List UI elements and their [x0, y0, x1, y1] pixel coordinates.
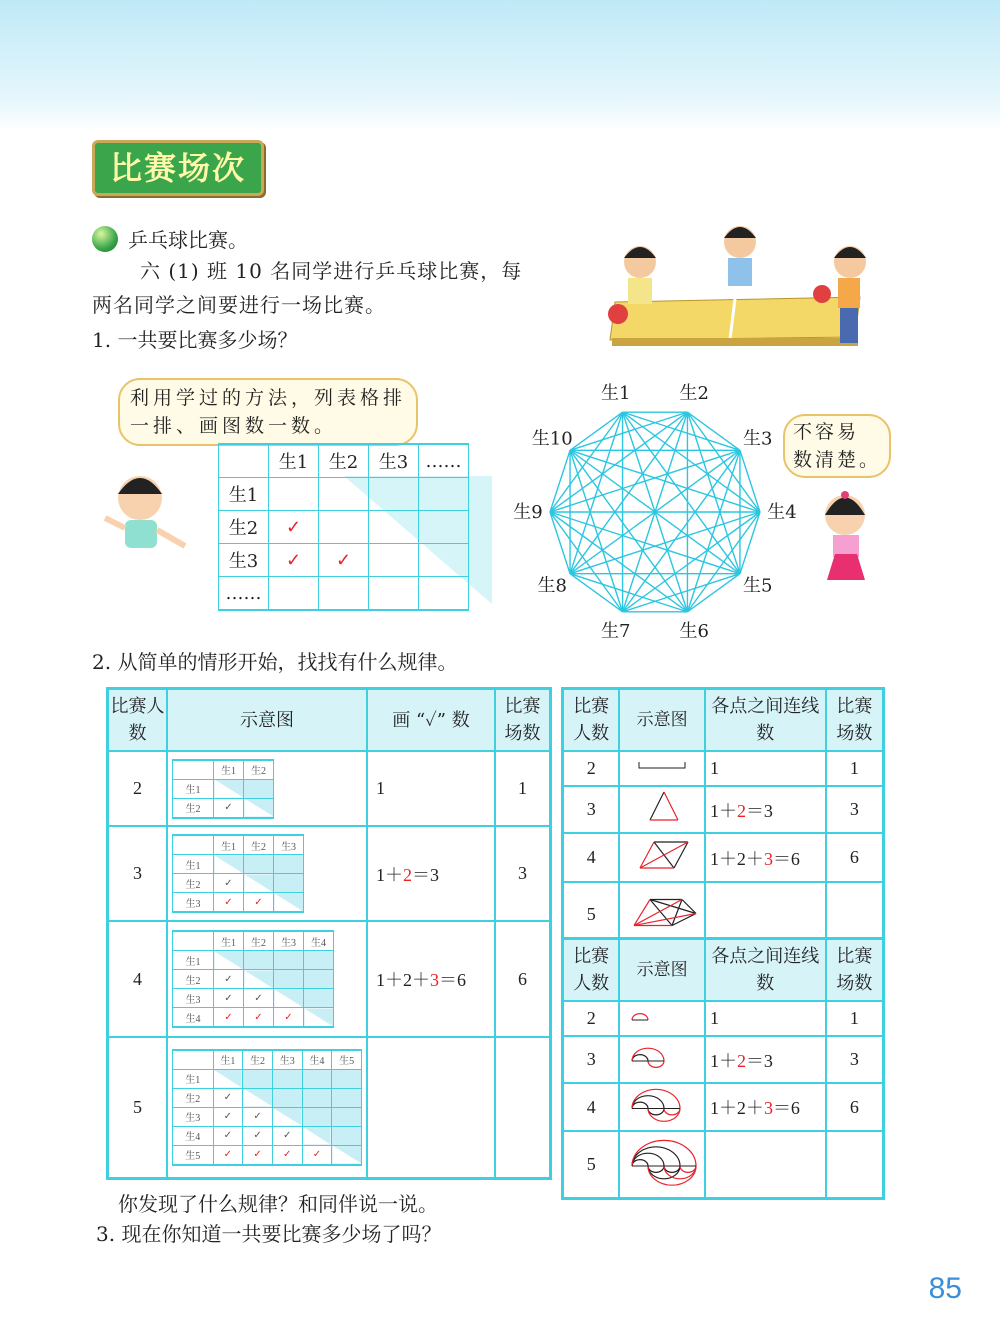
mini-table	[172, 930, 334, 1028]
match-count: 1	[826, 751, 884, 786]
mini-table	[172, 759, 274, 819]
connection-line	[570, 574, 623, 612]
mini-row	[173, 951, 334, 970]
row-label	[419, 577, 469, 611]
connection-line	[570, 450, 760, 512]
page-number: 85	[928, 1272, 962, 1305]
match-count	[826, 1131, 884, 1199]
mini-row	[173, 779, 274, 798]
header-checks: 画 “✓” 数	[367, 689, 495, 752]
mini-cell	[304, 1008, 334, 1028]
lines-formula	[705, 1001, 826, 1036]
mini-row	[173, 1145, 362, 1165]
formula-text: 1	[376, 778, 385, 798]
mini-col-label: 生3	[274, 835, 304, 855]
formula-text: 1＋2＋	[709, 1098, 764, 1118]
connection-line	[550, 512, 623, 612]
mini-col-label: 生2	[243, 1050, 273, 1070]
table-row	[563, 833, 884, 882]
formula-text: ＝6	[772, 848, 800, 869]
mini-row-label: 生2	[173, 874, 214, 893]
check-mark: ✓	[214, 989, 244, 1008]
header-players: 比赛人数	[108, 689, 168, 752]
arc-sketch	[624, 1133, 700, 1191]
check-mark: ✓	[244, 893, 274, 913]
mini-diagram	[167, 921, 367, 1037]
question-2: 2. 从简单的情形开始，找找有什么规律。	[92, 650, 458, 674]
mini-diagram	[167, 826, 367, 921]
player-count: 3	[108, 826, 168, 921]
mini-col-label: 生5	[332, 1050, 362, 1070]
mini-cell	[302, 1069, 332, 1088]
mini-row-label: 生3	[173, 989, 214, 1008]
row-label: 生1	[219, 478, 269, 511]
connection-line	[570, 412, 687, 450]
mini-cell	[244, 798, 274, 818]
column-header: 比赛人数	[563, 939, 620, 1002]
row-label: 生3	[219, 544, 269, 577]
table-row	[563, 786, 884, 833]
mini-row	[173, 989, 334, 1008]
check-mark: ✓	[302, 1145, 332, 1165]
polygon-sketch	[624, 835, 700, 875]
polygon-sketch	[624, 884, 700, 939]
check-mark: ✓	[214, 874, 244, 893]
header-diagram: 示意图	[167, 689, 367, 752]
mini-col-label: 生2	[244, 931, 274, 951]
column-header: 比赛场数	[826, 689, 884, 752]
mini-cell	[274, 970, 304, 989]
column-header: 生3	[369, 444, 419, 478]
mini-cell	[244, 855, 274, 874]
table-row	[108, 1037, 551, 1178]
checkmark-pattern-table	[106, 687, 552, 1180]
connection-line	[623, 574, 740, 612]
student-label: 生5	[743, 575, 773, 597]
lines-formula	[705, 833, 826, 882]
paragraph-line-1: 六 (1) 班 10 名同学进行乒乓球比赛，每	[140, 259, 523, 283]
formula-text: 1	[709, 758, 719, 778]
formula-highlight: 2	[403, 864, 412, 885]
row-label	[269, 577, 319, 611]
mini-cell	[274, 874, 304, 893]
paragraph-line-2: 两名同学之间要进行一场比赛。	[92, 293, 386, 317]
player-count: 2	[563, 1001, 620, 1036]
check-mark: ✓	[269, 511, 319, 544]
row-label	[369, 478, 419, 511]
mini-diagram	[167, 751, 367, 826]
row-label	[419, 544, 469, 577]
connection-line	[687, 412, 740, 450]
mini-corner	[173, 835, 214, 855]
mini-row-label: 生2	[173, 1088, 214, 1107]
intro-text: 乒乓球比赛。	[128, 228, 248, 252]
mini-header	[173, 1050, 362, 1070]
match-count: 3	[826, 786, 884, 833]
column-header: 示意图	[619, 689, 705, 752]
row-label	[369, 544, 419, 577]
mini-row	[173, 855, 304, 874]
student-label: 生7	[601, 620, 631, 640]
header-matches: 比赛场数	[495, 689, 551, 752]
formula-highlight: 3	[763, 1098, 773, 1118]
table-row	[563, 1083, 884, 1131]
bubble-line: 利用学过的方法，列表格排	[130, 387, 407, 409]
lines-formula	[705, 1083, 826, 1131]
row-label	[319, 478, 369, 511]
check-mark: ✓	[244, 1008, 274, 1028]
connection-line	[550, 450, 570, 512]
player-count: 3	[563, 786, 620, 833]
student-label: 生2	[679, 383, 709, 405]
table-row	[108, 826, 551, 921]
formula-text: 1＋	[709, 1050, 737, 1071]
check-mark: ✓	[244, 989, 274, 1008]
mini-cell	[244, 779, 274, 798]
mini-cell	[302, 1107, 332, 1126]
polygon-sketch	[624, 753, 700, 779]
pairing-table	[218, 443, 469, 611]
arc-diagram	[619, 1036, 705, 1083]
table-row	[108, 921, 551, 1037]
mini-cell	[332, 1069, 362, 1088]
player-count: 4	[563, 1083, 620, 1131]
mini-cell	[214, 779, 244, 798]
check-mark: ✓	[243, 1107, 273, 1126]
discover-prompt: 你发现了什么规律？和同伴说一说。	[118, 1192, 438, 1216]
row-label	[319, 511, 369, 544]
check-formula	[367, 921, 495, 1037]
student-label: 生6	[679, 620, 709, 640]
mini-cell	[213, 1069, 243, 1088]
mini-row	[173, 798, 274, 818]
check-mark: ✓	[214, 798, 244, 818]
mini-row	[173, 1008, 334, 1028]
table-row	[108, 751, 551, 826]
mini-row-label: 生1	[173, 779, 214, 798]
column-header: 示意图	[619, 939, 705, 1002]
table-row	[563, 1036, 884, 1083]
check-mark: ✓	[274, 1008, 304, 1028]
mini-cell	[272, 1088, 302, 1107]
row-label	[419, 478, 469, 511]
mini-table	[172, 834, 304, 913]
polygon-diagram	[619, 751, 705, 786]
formula-text: ＝3	[745, 800, 773, 821]
mini-row-label: 生1	[173, 1069, 214, 1088]
arc-diagram	[619, 1131, 705, 1199]
table-row	[219, 577, 469, 611]
connection-line	[570, 412, 623, 450]
mini-cell	[274, 951, 304, 970]
section-title: 比赛场次	[92, 140, 264, 196]
mini-corner	[173, 760, 214, 780]
row-label	[369, 577, 419, 611]
player-count: 2	[108, 751, 168, 826]
formula-text: 1＋	[709, 800, 737, 821]
player-count: 2	[563, 751, 620, 786]
match-count: 3	[826, 1036, 884, 1083]
match-count: 3	[495, 826, 551, 921]
header-band	[0, 0, 1000, 130]
formula-text: 1＋2＋	[376, 970, 430, 990]
match-count: 6	[826, 1083, 884, 1131]
connection-line	[570, 512, 760, 574]
speech-bubble-boy	[118, 378, 418, 446]
boy-illustration	[100, 470, 195, 565]
check-mark: ✓	[214, 893, 244, 913]
mini-row	[173, 874, 304, 893]
mini-row-label: 生4	[173, 1126, 214, 1145]
speech-bubble-girl	[783, 414, 891, 478]
mini-col-label: 生2	[244, 835, 274, 855]
mini-row-label: 生3	[173, 1107, 214, 1126]
formula-text: ＝6	[439, 970, 466, 990]
mini-cell	[274, 855, 304, 874]
mini-row	[173, 1069, 362, 1088]
connection-line	[740, 450, 760, 512]
mini-header	[173, 931, 334, 951]
formula-highlight: 2	[736, 800, 746, 821]
student-label: 生4	[767, 502, 797, 523]
mini-col-label: 生3	[274, 931, 304, 951]
bubble-line: 不容易	[793, 421, 860, 443]
mini-cell	[243, 1088, 273, 1107]
mini-cell	[214, 951, 244, 970]
polygon-diagram	[619, 833, 705, 882]
mini-col-label: 生1	[214, 931, 244, 951]
student-label: 生3	[743, 428, 773, 450]
formula-text: 1	[709, 1008, 719, 1028]
mini-row-label: 生2	[173, 798, 214, 818]
check-mark: ✓	[213, 1145, 243, 1165]
column-header: 生1	[269, 444, 319, 478]
player-count: 4	[563, 833, 620, 882]
check-mark: ✓	[269, 544, 319, 577]
check-mark: ✓	[213, 1126, 243, 1145]
mini-cell	[304, 989, 334, 1008]
check-formula	[367, 826, 495, 921]
green-ball-icon	[92, 226, 118, 252]
mini-cell	[214, 855, 244, 874]
mini-row-label: 生3	[173, 893, 214, 913]
connection-line	[550, 450, 740, 512]
player-count: 4	[108, 921, 168, 1037]
mini-diagram	[167, 1037, 367, 1178]
match-count: 1	[826, 1001, 884, 1036]
row-label: ……	[219, 577, 269, 611]
formula-highlight: 3	[430, 970, 439, 990]
arc-lines-table	[561, 937, 885, 1200]
mini-cell	[332, 1145, 362, 1165]
mini-cell	[302, 1088, 332, 1107]
formula-text: ＝6	[772, 1098, 800, 1118]
mini-cell	[302, 1126, 332, 1145]
match-count: 6	[826, 833, 884, 882]
table-row	[219, 478, 469, 511]
check-mark: ✓	[319, 544, 369, 577]
formula-highlight: 2	[736, 1050, 746, 1071]
connection-line	[570, 450, 687, 612]
connection-line	[687, 574, 740, 612]
lines-formula	[705, 1131, 826, 1199]
mini-cell	[272, 1107, 302, 1126]
table-row	[563, 751, 884, 786]
mini-col-label: 生1	[214, 835, 244, 855]
mini-cell	[244, 970, 274, 989]
check-mark: ✓	[272, 1126, 302, 1145]
decagon-diagram	[500, 380, 810, 640]
mini-row	[173, 1088, 362, 1107]
connection-line	[570, 450, 623, 612]
formula-text: 1＋2＋	[709, 848, 764, 869]
column-header: 比赛人数	[563, 689, 620, 752]
arc-diagram	[619, 1083, 705, 1131]
girl-illustration	[805, 490, 895, 590]
check-mark: ✓	[214, 970, 244, 989]
check-formula	[367, 751, 495, 826]
mini-row	[173, 970, 334, 989]
question-1: 1. 一共要比赛多少场？	[92, 328, 298, 352]
mini-header	[173, 835, 304, 855]
polygon-lines-table	[561, 687, 885, 948]
question-3: 3. 现在你知道一共要比赛多少场了吗？	[96, 1222, 442, 1246]
mini-cell	[243, 1069, 273, 1088]
mini-cell	[272, 1069, 302, 1088]
check-mark: ✓	[214, 1008, 244, 1028]
mini-cell	[244, 874, 274, 893]
match-count	[495, 1037, 551, 1178]
formula-text: 1＋	[376, 864, 403, 885]
row-label: 生2	[219, 511, 269, 544]
mini-row-label: 生5	[173, 1145, 214, 1165]
mini-cell	[304, 970, 334, 989]
student-label: 生8	[537, 575, 567, 597]
player-count: 5	[563, 1131, 620, 1199]
column-header: 各点之间连线数	[705, 939, 826, 1002]
row-label	[269, 478, 319, 511]
row-label	[369, 511, 419, 544]
mini-col-label: 生1	[213, 1050, 243, 1070]
player-count: 3	[563, 1036, 620, 1083]
connection-line	[740, 512, 760, 574]
formula-highlight: 3	[763, 848, 773, 869]
mini-cell	[274, 893, 304, 913]
mini-col-label: 生3	[272, 1050, 302, 1070]
lines-formula	[705, 786, 826, 833]
row-label	[419, 511, 469, 544]
player-count: 5	[563, 882, 620, 947]
mini-row	[173, 1107, 362, 1126]
table-row	[219, 544, 469, 577]
mini-cell	[332, 1088, 362, 1107]
mini-row-label: 生4	[173, 1008, 214, 1028]
mini-header	[173, 760, 274, 780]
table-header-row	[219, 444, 469, 478]
mini-row-label: 生2	[173, 970, 214, 989]
mini-cell	[332, 1126, 362, 1145]
mini-row-label: 生1	[173, 951, 214, 970]
polygon-sketch	[624, 788, 700, 826]
arc-sketch	[624, 1003, 700, 1029]
player-count: 5	[108, 1037, 168, 1178]
table-row	[563, 1001, 884, 1036]
match-count: 6	[495, 921, 551, 1037]
check-formula	[367, 1037, 495, 1178]
connection-line	[570, 574, 687, 612]
lines-formula	[705, 751, 826, 786]
bubble-line: 数清楚。	[793, 449, 882, 471]
column-header: 生2	[319, 444, 369, 478]
formula-text: ＝3	[412, 864, 439, 885]
mini-cell	[274, 989, 304, 1008]
mini-row	[173, 893, 304, 913]
connection-line	[550, 512, 570, 574]
mini-col-label: 生4	[304, 931, 334, 951]
mini-col-label: 生2	[244, 760, 274, 780]
column-header: 各点之间连线数	[705, 689, 826, 752]
column-header	[219, 444, 269, 478]
table-row	[563, 1131, 884, 1199]
student-label: 生9	[513, 502, 543, 523]
check-mark: ✓	[213, 1107, 243, 1126]
mini-corner	[173, 1050, 214, 1070]
row-label	[319, 577, 369, 611]
mini-col-label: 生4	[302, 1050, 332, 1070]
mini-row-label: 生1	[173, 855, 214, 874]
arc-sketch	[624, 1085, 700, 1124]
mini-cell	[244, 951, 274, 970]
lines-formula	[705, 1036, 826, 1083]
mini-row	[173, 1126, 362, 1145]
match-count: 1	[495, 751, 551, 826]
ping-pong-illustration	[600, 222, 875, 352]
column-header: ……	[419, 444, 469, 478]
mini-cell	[304, 951, 334, 970]
check-mark: ✓	[243, 1126, 273, 1145]
column-header: 比赛场数	[826, 939, 884, 1002]
polygon-diagram	[619, 786, 705, 833]
check-mark: ✓	[213, 1088, 243, 1107]
check-mark: ✓	[243, 1145, 273, 1165]
bubble-line: 一排、画图数一数。	[130, 415, 338, 437]
connection-line	[550, 512, 740, 574]
arc-sketch	[624, 1038, 700, 1076]
mini-cell	[332, 1107, 362, 1126]
mini-corner	[173, 931, 214, 951]
check-mark: ✓	[272, 1145, 302, 1165]
table-row	[219, 511, 469, 544]
mini-col-label: 生1	[214, 760, 244, 780]
student-label: 生1	[601, 383, 631, 405]
formula-text: ＝3	[745, 1050, 773, 1071]
mini-table	[172, 1049, 362, 1166]
arc-diagram	[619, 1001, 705, 1036]
student-label: 生10	[531, 428, 573, 450]
